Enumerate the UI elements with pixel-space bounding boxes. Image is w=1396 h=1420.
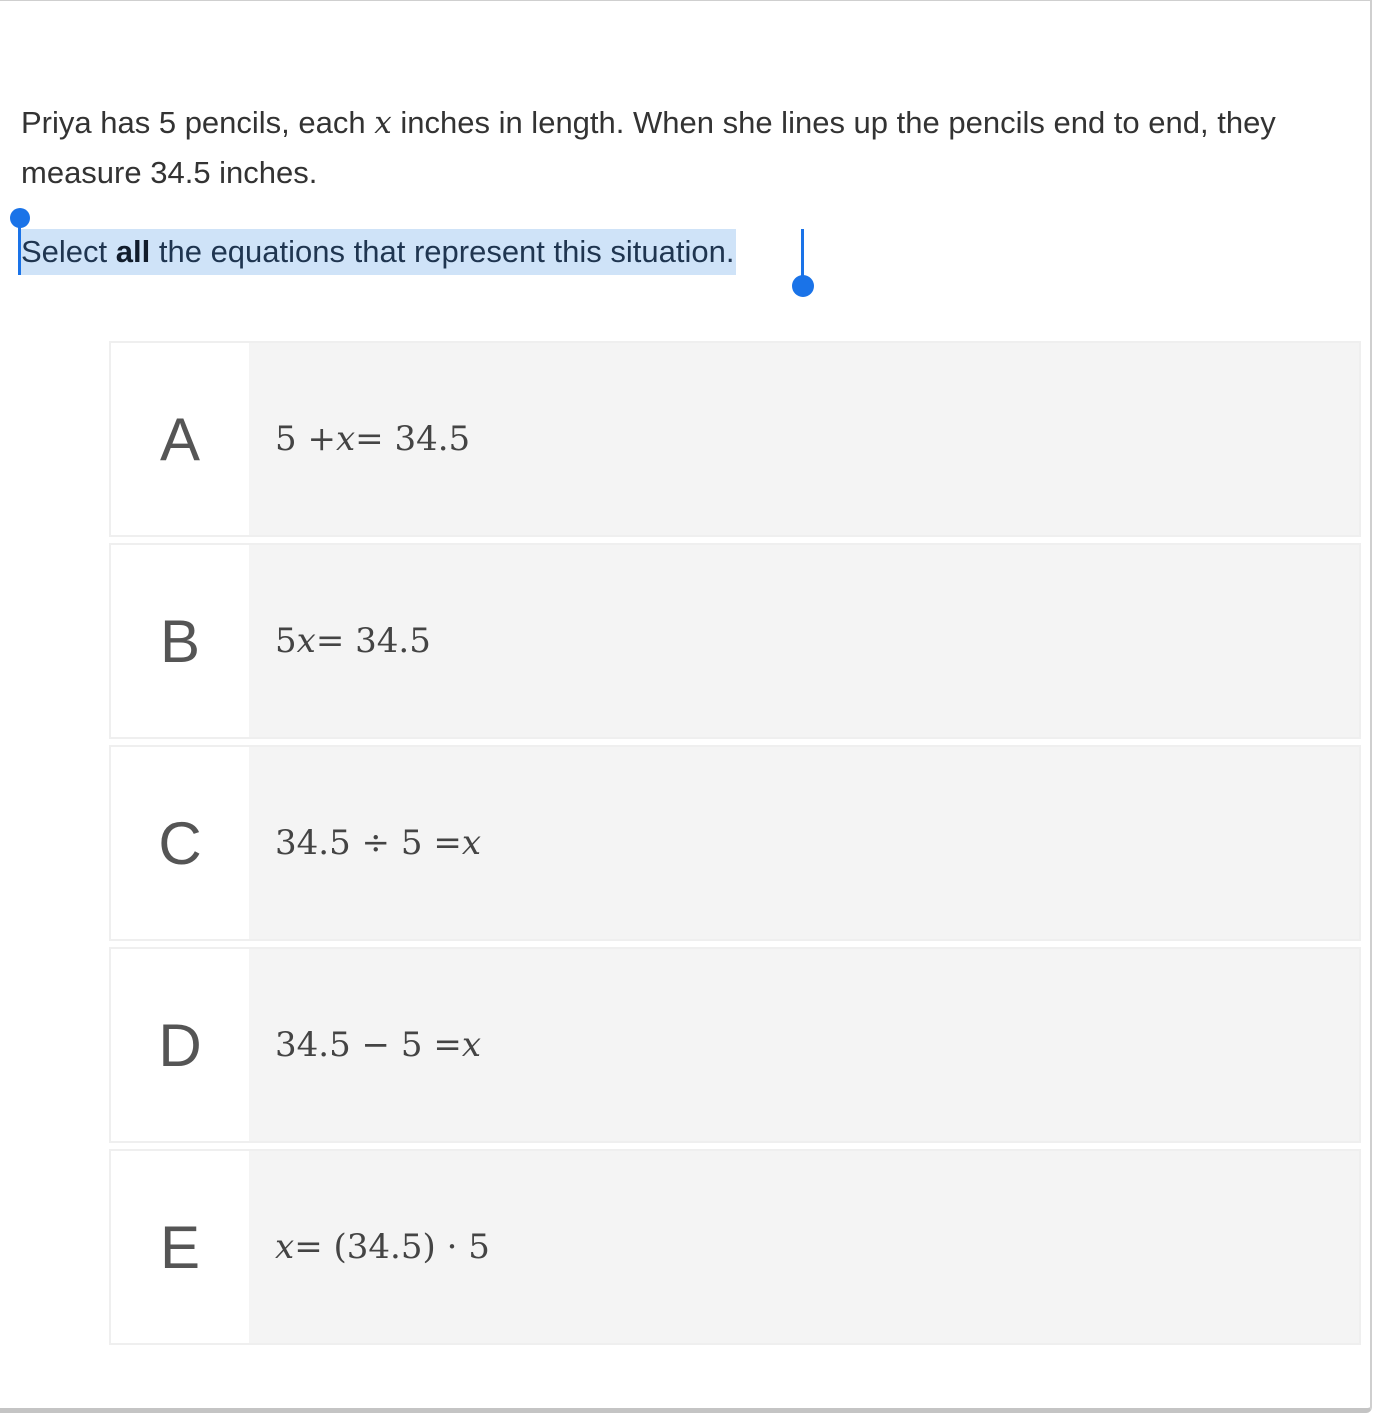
choice-letter: E (111, 1151, 249, 1343)
choice-letter: B (111, 545, 249, 737)
prompt-variable: x (374, 105, 392, 141)
choice-equation: 5 x = 34.5 (275, 621, 431, 661)
answer-choices (109, 341, 1361, 1351)
choice-letter: A (111, 343, 249, 535)
instruction-bold: all (115, 234, 151, 269)
question-prompt (21, 98, 1341, 198)
choice-equation: 34.5 ÷ 5 = x (275, 823, 481, 863)
choice-d[interactable] (109, 947, 1361, 1143)
choice-equation: x = (34.5) · 5 (275, 1227, 490, 1267)
choice-letter: D (111, 949, 249, 1141)
selected-instruction-text[interactable] (20, 229, 736, 275)
prompt-text-end: inches in length. When she lines up the pencils end to end, they measure 34.5 inches. (21, 105, 1276, 190)
prompt-text-start: Priya has 5 pencils, each (21, 105, 375, 140)
selection-caret-start (18, 223, 21, 275)
instruction-line[interactable] (20, 229, 736, 275)
choice-c[interactable] (109, 745, 1361, 941)
choice-equation: 34.5 − 5 = x (275, 1025, 481, 1065)
instruction-pre: Select (21, 234, 116, 269)
selection-caret-end (801, 229, 804, 277)
instruction-post: the equations that represent this situation. (150, 234, 735, 269)
choice-e[interactable] (109, 1149, 1361, 1345)
selection-handle-start[interactable] (10, 208, 30, 228)
choice-a[interactable] (109, 341, 1361, 537)
choice-b[interactable] (109, 543, 1361, 739)
choice-letter: C (111, 747, 249, 939)
choice-equation: 5 + x = 34.5 (275, 419, 471, 459)
selection-handle-end[interactable] (792, 275, 814, 297)
